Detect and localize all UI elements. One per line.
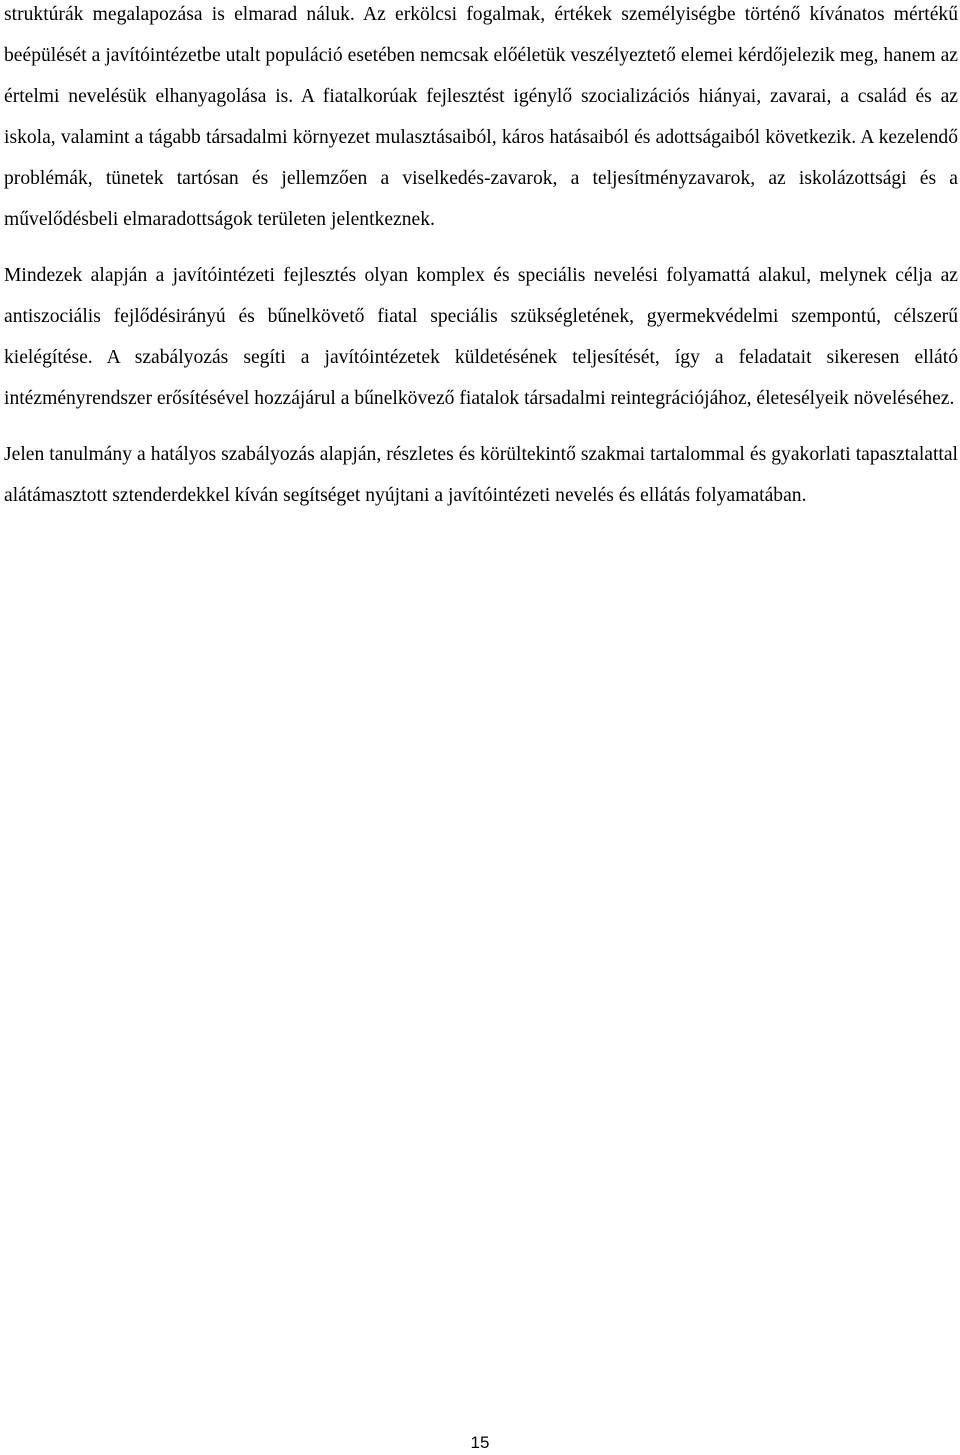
paragraph-2: Mindezek alapján a javítóintézeti fejlesztés olyan komplex és speciális nevelési folyamattá alakul, melynek célja az antiszociális fejlődésirányú és bűnelkövető fiatal speciális szükségletének, gyermekvédelmi szempontú, célszerű kielégítése. A szabályozás segíti a javítóintézetek küldetésének teljesítését, így a feladatait sikeresen ellátó intézményrendszer erősítésével hozzájárul a bűnelkövező fiatalok társadalmi reintegrációjához, életesélyeik növeléséhez. <box>4 265 958 409</box>
page-number: 15 <box>470 1433 490 1452</box>
paragraph-3: Jelen tanulmány a hatályos szabályozás alapján, részletes és körültekintő szakmai tartalommal és gyakorlati tapasztalattal alátámasztott sztenderdekkel kíván segítséget nyújtani a javítóintézeti nevelés és ellátás folyamatában. <box>4 444 958 506</box>
document-body <box>4 0 958 516</box>
paragraph-1: struktúrák megalapozása is elmarad náluk. Az erkölcsi fogalmak, értékek személyiségbe történő kívánatos mértékű beépülését a javítóintézetbe utalt populáció esetében nemcsak előéletük veszélyeztető elemei kérdőjelezik meg, hanem az értelmi nevelésük elhanyagolása is. A fiatalkorúak fejlesztést igénylő szocializációs hiányai, zavarai, a család és az iskola, valamint a tágabb társadalmi környezet mulasztásaiból, káros hatásaiból és adottságaiból következik. A kezelendő problémák, tünetek tartósan és jellemzően a viselkedés-zavarok, a teljesítményzavarok, az iskolázottsági és a művelődésbeli elmaradottságok területen jelentkeznek. <box>4 4 958 230</box>
